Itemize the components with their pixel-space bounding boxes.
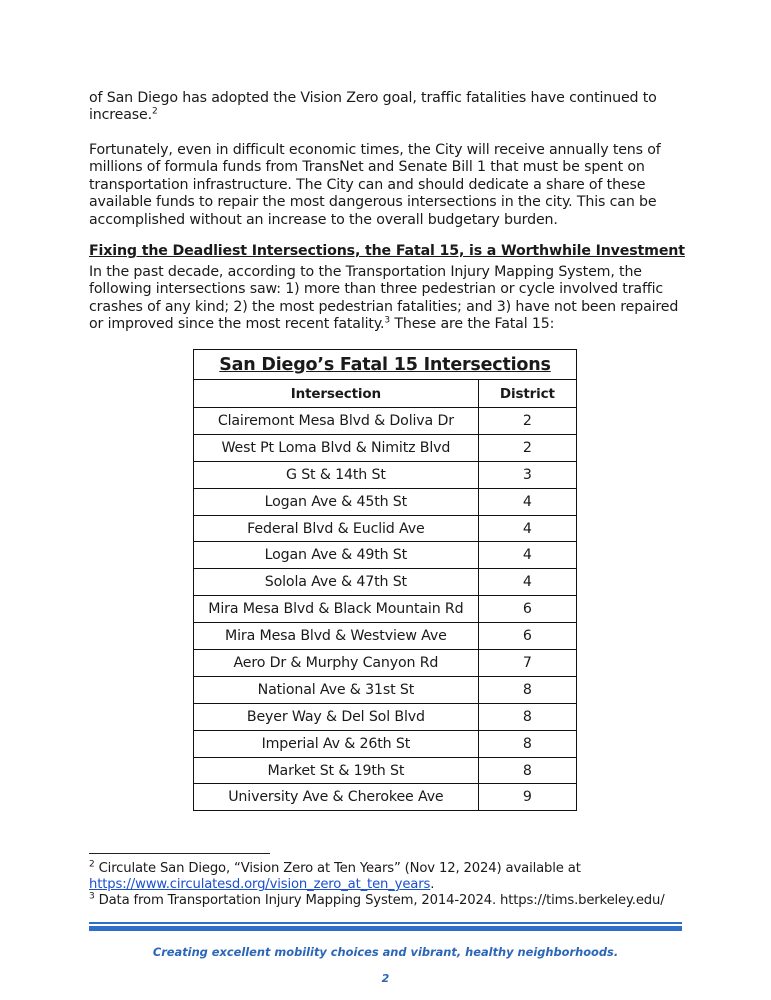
table-row [194, 650, 577, 677]
fatal-15-table [193, 349, 577, 811]
footnote-link[interactable]: https://www.circulatesd.org/vision_zero_at_ten_years [89, 877, 431, 893]
district-cell: 6 [478, 596, 576, 623]
district-cell: 8 [478, 757, 576, 784]
paragraph-text-end: These are the Fatal 15: [390, 316, 555, 333]
district-cell: 2 [478, 408, 576, 435]
table-row [194, 515, 577, 542]
district-cell: 9 [478, 784, 576, 811]
intersection-cell: Clairemont Mesa Blvd & Doliva Dr [194, 408, 479, 435]
district-cell: 4 [478, 569, 576, 596]
column-header-district: District [478, 380, 576, 408]
district-cell: 2 [478, 434, 576, 461]
footer-tagline: Creating excellent mobility choices and vibrant, healthy neighborhoods. [152, 945, 619, 959]
paragraph-text: Fortunately, even in difficult economic times, the City will receive annually tens of millions of formula funds from TransNet and Senate Bill 1 that must be spent on transportation infrastructure. The City can and should dedicate a share of these available funds to repair the most dangerous intersections in the city. This can be accomplished without an increase to the overall budgetary burden. [89, 142, 661, 228]
intersection-cell: Imperial Av & 26th St [194, 730, 479, 757]
intersection-cell: Mira Mesa Blvd & Westview Ave [194, 623, 479, 650]
section-heading: Fixing the Deadliest Intersections, the Fatal 15, is a Worthwhile Investment [89, 243, 685, 259]
district-cell: 3 [478, 461, 576, 488]
table-header-row [194, 380, 577, 408]
table-row [194, 461, 577, 488]
table-title: San Diego’s Fatal 15 Intersections [194, 350, 577, 380]
footnote-divider [89, 853, 270, 854]
district-cell: 4 [478, 542, 576, 569]
intersection-cell: Aero Dr & Murphy Canyon Rd [194, 650, 479, 677]
paragraph-text: of San Diego has adopted the Vision Zero goal, traffic fatalities have continued to increase. [89, 90, 657, 124]
intersection-cell: Solola Ave & 47th St [194, 569, 479, 596]
table-row [194, 703, 577, 730]
footnote-ref-3[interactable]: 3 [384, 315, 390, 326]
intersection-cell: Market St & 19th St [194, 757, 479, 784]
footer-rule-thick [89, 926, 682, 931]
footnote-3 [89, 893, 689, 909]
intersection-cell: University Ave & Cherokee Ave [194, 784, 479, 811]
district-cell: 8 [478, 730, 576, 757]
paragraph-vision-zero [89, 90, 679, 125]
page-number: 2 [381, 972, 390, 985]
footnote-number: 3 [89, 891, 95, 902]
table-row [194, 784, 577, 811]
table-row [194, 542, 577, 569]
footnote-ref-2[interactable]: 2 [151, 106, 158, 117]
district-cell: 8 [478, 703, 576, 730]
table-row [194, 434, 577, 461]
intersection-cell: Federal Blvd & Euclid Ave [194, 515, 479, 542]
footer-rule-thin [89, 922, 682, 924]
intersection-cell: National Ave & 31st St [194, 676, 479, 703]
intersection-cell: Mira Mesa Blvd & Black Mountain Rd [194, 596, 479, 623]
column-header-intersection: Intersection [194, 380, 479, 408]
paragraph-fatal-15-intro [89, 264, 679, 334]
table-title-row [194, 350, 577, 380]
district-cell: 4 [478, 488, 576, 515]
table-row [194, 730, 577, 757]
intersection-cell: G St & 14th St [194, 461, 479, 488]
table-row [194, 623, 577, 650]
footnote-text-end: . [430, 877, 435, 893]
footnote-2 [89, 861, 689, 894]
district-cell: 8 [478, 676, 576, 703]
table-row [194, 408, 577, 435]
paragraph-text: In the past decade, according to the Transportation Injury Mapping System, the following intersections saw: 1) more than three pedestrian or cycle involved traffic crashes of any kind; 2) the most pedestrian fatalities; and 3) have not been repaired or improved since the most recent fatality. [89, 264, 679, 333]
footnote-number: 2 [89, 859, 95, 870]
table-row [194, 569, 577, 596]
paragraph-funding [89, 142, 679, 229]
table-row [194, 596, 577, 623]
intersection-cell: Beyer Way & Del Sol Blvd [194, 703, 479, 730]
table-row [194, 676, 577, 703]
district-cell: 7 [478, 650, 576, 677]
district-cell: 6 [478, 623, 576, 650]
table-row [194, 757, 577, 784]
intersection-cell: Logan Ave & 49th St [194, 542, 479, 569]
footnote-text: Data from Transportation Injury Mapping System, 2014-2024. https://tims.berkeley.edu/ [94, 893, 665, 908]
table-row [194, 488, 577, 515]
footnote-text: Circulate San Diego, “Vision Zero at Ten Years” (Nov 12, 2024) available at [94, 861, 581, 876]
intersection-cell: Logan Ave & 45th St [194, 488, 479, 515]
district-cell: 4 [478, 515, 576, 542]
intersection-cell: West Pt Loma Blvd & Nimitz Blvd [194, 434, 479, 461]
